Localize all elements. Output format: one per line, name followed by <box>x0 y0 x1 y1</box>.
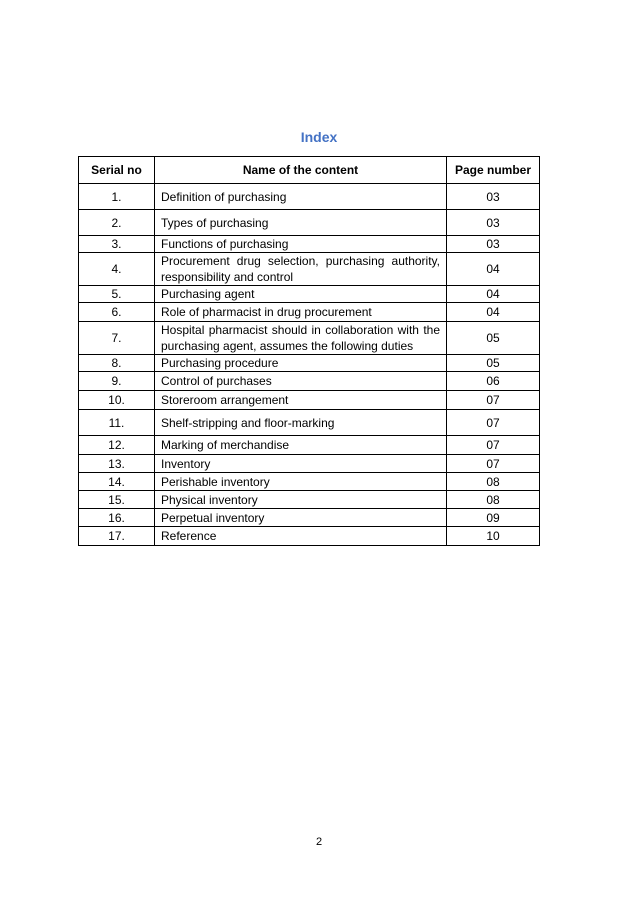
table-row <box>79 236 540 253</box>
row-page-number: 03 <box>447 184 540 210</box>
row-content-name: Types of purchasing <box>155 210 447 236</box>
row-page-number: 06 <box>447 372 540 391</box>
row-page-number: 07 <box>447 410 540 436</box>
table-row <box>79 509 540 527</box>
row-serial: 4. <box>79 253 155 286</box>
row-serial: 8. <box>79 355 155 372</box>
row-page-number: 04 <box>447 253 540 286</box>
row-page-number: 08 <box>447 491 540 509</box>
row-page-number: 09 <box>447 509 540 527</box>
row-page-number: 07 <box>447 436 540 455</box>
row-content-name: Procurement drug selection, purchasing authority, responsibility and control <box>155 253 447 286</box>
table-row <box>79 303 540 322</box>
header-page-number: Page number <box>447 157 540 184</box>
row-content-name: Physical inventory <box>155 491 447 509</box>
index-table <box>78 156 540 546</box>
table-header-row <box>79 157 540 184</box>
row-serial: 7. <box>79 322 155 355</box>
row-page-number: 04 <box>447 286 540 303</box>
table-row <box>79 253 540 286</box>
table-row <box>79 391 540 410</box>
row-serial: 10. <box>79 391 155 410</box>
table-row <box>79 372 540 391</box>
row-serial: 6. <box>79 303 155 322</box>
row-serial: 3. <box>79 236 155 253</box>
table-row <box>79 436 540 455</box>
index-title: Index <box>300 129 338 145</box>
row-content-name: Hospital pharmacist should in collaboration with the purchasing agent, assumes the following duties <box>155 322 447 355</box>
row-content-name: Perishable inventory <box>155 473 447 491</box>
table-row <box>79 210 540 236</box>
row-page-number: 05 <box>447 322 540 355</box>
row-content-name: Functions of purchasing <box>155 236 447 253</box>
row-page-number: 03 <box>447 210 540 236</box>
row-serial: 5. <box>79 286 155 303</box>
row-serial: 11. <box>79 410 155 436</box>
row-page-number: 07 <box>447 455 540 473</box>
row-serial: 1. <box>79 184 155 210</box>
row-page-number: 03 <box>447 236 540 253</box>
row-page-number: 05 <box>447 355 540 372</box>
row-content-name: Definition of purchasing <box>155 184 447 210</box>
table-row <box>79 455 540 473</box>
table-row <box>79 286 540 303</box>
row-serial: 2. <box>79 210 155 236</box>
header-name-of-content: Name of the content <box>155 157 447 184</box>
table-row <box>79 473 540 491</box>
row-page-number: 07 <box>447 391 540 410</box>
table-row <box>79 184 540 210</box>
row-serial: 16. <box>79 509 155 527</box>
row-serial: 12. <box>79 436 155 455</box>
row-serial: 15. <box>79 491 155 509</box>
row-content-name: Inventory <box>155 455 447 473</box>
row-page-number: 04 <box>447 303 540 322</box>
row-content-name: Storeroom arrangement <box>155 391 447 410</box>
row-page-number: 08 <box>447 473 540 491</box>
table-row <box>79 355 540 372</box>
row-content-name: Purchasing agent <box>155 286 447 303</box>
row-serial: 17. <box>79 527 155 546</box>
page-number-footer: 2 <box>315 836 323 848</box>
row-content-name: Perpetual inventory <box>155 509 447 527</box>
row-content-name: Marking of merchandise <box>155 436 447 455</box>
table-row <box>79 322 540 355</box>
table-row <box>79 527 540 546</box>
row-content-name: Shelf-stripping and floor-marking <box>155 410 447 436</box>
row-content-name: Purchasing procedure <box>155 355 447 372</box>
table-row <box>79 491 540 509</box>
row-content-name: Reference <box>155 527 447 546</box>
row-serial: 14. <box>79 473 155 491</box>
row-serial: 13. <box>79 455 155 473</box>
table-row <box>79 410 540 436</box>
header-serial-no: Serial no <box>79 157 155 184</box>
row-content-name: Control of purchases <box>155 372 447 391</box>
row-page-number: 10 <box>447 527 540 546</box>
row-serial: 9. <box>79 372 155 391</box>
row-content-name: Role of pharmacist in drug procurement <box>155 303 447 322</box>
